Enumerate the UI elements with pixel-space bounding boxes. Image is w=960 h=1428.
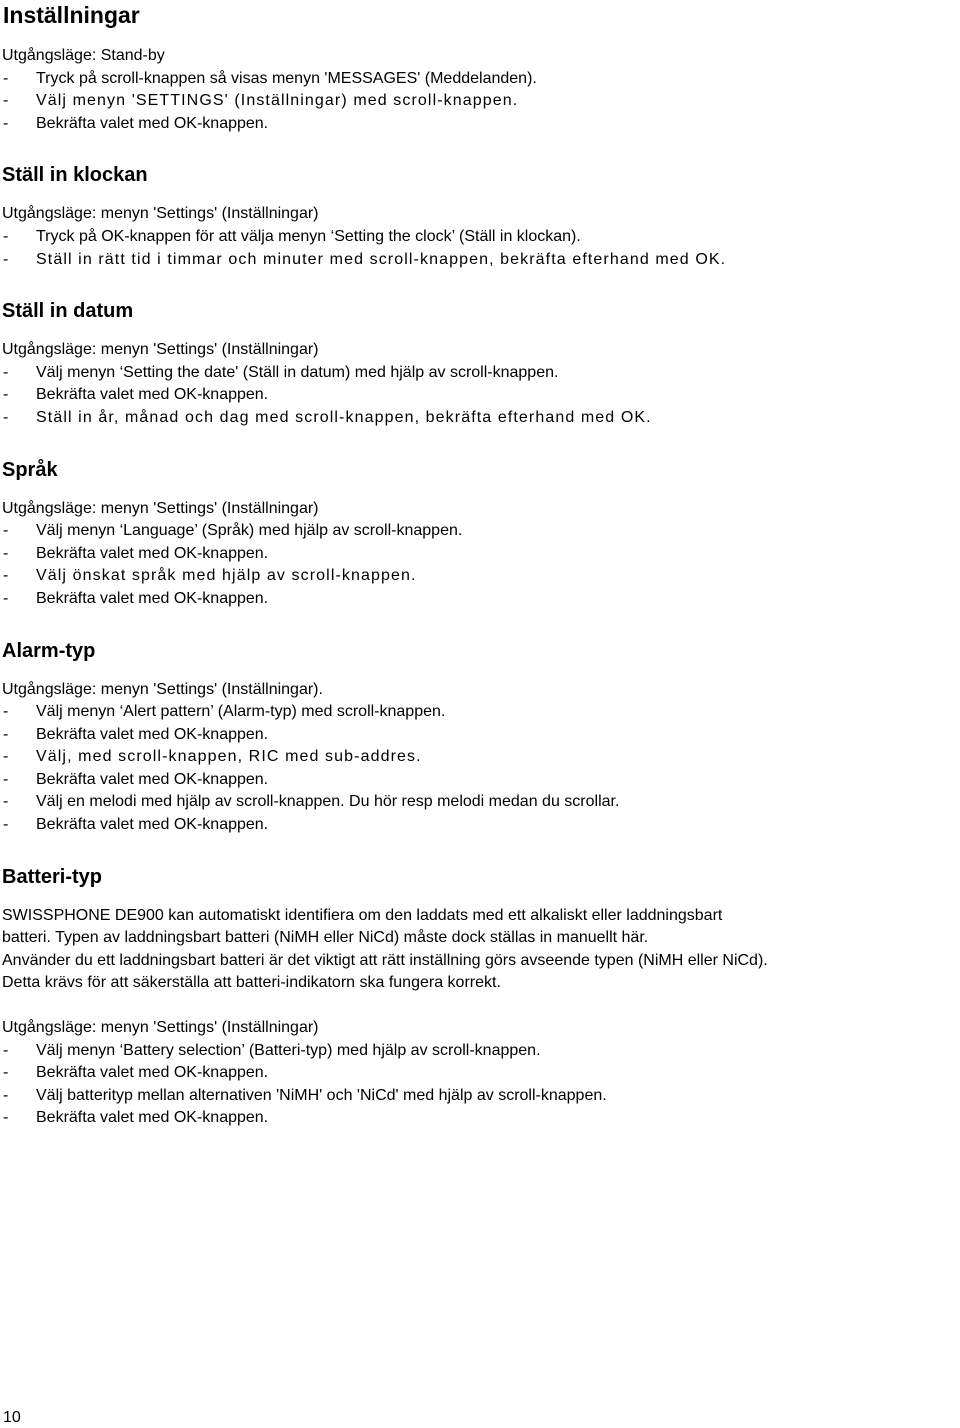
- step-text: Ställ in år, månad och dag med scroll-knappen, bekräfta efterhand med OK.: [36, 408, 652, 426]
- battery-description-line: SWISSPHONE DE900 kan automatiskt identifiera om den laddats med ett alkaliskt eller laddningsbart: [2, 906, 723, 924]
- step-dash: -: [3, 544, 9, 562]
- section-step: [0, 1085, 960, 1108]
- section-step: [0, 362, 960, 385]
- step-text: Välj menyn ‘Battery selection’ (Batteri-typ) med hjälp av scroll-knappen.: [36, 1041, 541, 1059]
- step-dash: -: [3, 69, 9, 87]
- step-dash: -: [3, 522, 9, 540]
- step-dash: -: [3, 114, 9, 132]
- step-text: Bekräfta valet med OK-knappen.: [36, 816, 269, 834]
- section-heading: Ställ in klockan: [2, 164, 148, 187]
- section-step: [0, 588, 960, 611]
- step-dash: -: [3, 725, 9, 743]
- page-title: Inställningar: [3, 2, 140, 28]
- step-dash: -: [3, 250, 10, 268]
- step-dash: -: [3, 816, 9, 834]
- section-heading: Språk: [2, 458, 58, 481]
- step-dash: -: [3, 589, 9, 607]
- step-dash: -: [3, 1064, 9, 1082]
- step-text: Bekräfta valet med OK-knappen.: [36, 386, 269, 404]
- section-language: [0, 457, 960, 611]
- section-step: [0, 701, 960, 724]
- step-dash: -: [3, 770, 9, 788]
- section-start-line: Utgångsläge: menyn 'Settings' (Inställningar): [2, 341, 319, 359]
- step-dash: -: [3, 748, 10, 766]
- step-text: Välj batterityp mellan alternativen 'NiMH' och 'NiCd' med hjälp av scroll-knappen.: [36, 1086, 607, 1104]
- section-step: [0, 543, 960, 566]
- step-text: Bekräfta valet med OK-knappen.: [36, 114, 269, 132]
- section-step: [0, 520, 960, 543]
- step-text: Välj, med scroll-knappen, RIC med sub-addres.: [36, 748, 422, 766]
- step-text: Bekräfta valet med OK-knappen.: [36, 725, 269, 743]
- step-text: Välj menyn ‘Setting the date' (Ställ in datum) med hjälp av scroll-knappen.: [36, 363, 559, 381]
- section-battery: [0, 864, 960, 1130]
- step-text: Välj menyn 'SETTINGS' (Inställningar) med scroll-knappen.: [36, 92, 519, 110]
- step-dash: -: [3, 1041, 9, 1059]
- section-step: [0, 565, 960, 588]
- section-step: [0, 814, 960, 837]
- section-step: [0, 1062, 960, 1085]
- section-start-line: Utgångsläge: menyn 'Settings' (Inställningar): [2, 205, 319, 223]
- step-dash: -: [3, 793, 9, 811]
- section-alarm: [0, 638, 960, 837]
- section-start-line: Utgångsläge: menyn 'Settings' (Inställningar).: [2, 680, 323, 698]
- page-number: 10: [3, 1409, 21, 1426]
- step-text: Bekräfta valet med OK-knappen.: [36, 589, 269, 607]
- step-text: Bekräfta valet med OK-knappen.: [36, 1109, 269, 1127]
- step-dash: -: [3, 227, 9, 245]
- step-dash: -: [3, 386, 9, 404]
- intro-step: [0, 113, 960, 136]
- step-text: Tryck på scroll-knappen så visas menyn 'MESSAGES' (Meddelanden).: [36, 69, 537, 87]
- step-text: Välj önskat språk med hjälp av scroll-knappen.: [36, 567, 417, 585]
- step-dash: -: [3, 363, 9, 381]
- section-step: [0, 1107, 960, 1130]
- section-start-line: Utgångsläge: menyn 'Settings' (Inställningar): [2, 1019, 319, 1037]
- section-step: [0, 249, 960, 272]
- section-step: [0, 791, 960, 814]
- section-step: [0, 724, 960, 747]
- battery-description-line: batteri. Typen av laddningsbart batteri (NiMH eller NiCd) måste dock ställas in manuellt här.: [2, 929, 649, 947]
- section-step: [0, 769, 960, 792]
- section-step: [0, 384, 960, 407]
- step-text: Ställ in rätt tid i timmar och minuter med scroll-knappen, bekräfta efterhand med OK.: [36, 250, 727, 268]
- step-dash: -: [3, 703, 9, 721]
- step-dash: -: [3, 1109, 9, 1127]
- section-date: [0, 298, 960, 429]
- section-start-line: Utgångsläge: menyn 'Settings' (Inställningar): [2, 499, 319, 517]
- section-heading: Ställ in datum: [2, 300, 134, 323]
- step-text: Tryck på OK-knappen för att välja menyn ‘Setting the clock’ (Ställ in klockan).: [36, 227, 581, 245]
- section-heading: Batteri-typ: [2, 865, 103, 888]
- section-step: [0, 1040, 960, 1063]
- intro-block: [0, 45, 960, 135]
- battery-description-line: Detta krävs för att säkerställa att batteri-indikatorn ska fungera korrekt.: [2, 974, 501, 992]
- battery-description-line: Använder du ett laddningsbart batteri är det viktigt att rätt inställning görs avseende typen (NiMH eller NiCd).: [2, 951, 768, 969]
- step-text: Välj en melodi med hjälp av scroll-knappen. Du hör resp melodi medan du scrollar.: [36, 793, 620, 811]
- step-text: Välj menyn ‘Alert pattern’ (Alarm-typ) med scroll-knappen.: [36, 703, 446, 721]
- section-step: [0, 407, 960, 430]
- intro-step: [0, 68, 960, 91]
- section-heading: Alarm-typ: [2, 639, 96, 662]
- section-step: [0, 226, 960, 249]
- paragraph-gap: [0, 995, 960, 1017]
- step-dash: -: [3, 567, 10, 585]
- step-dash: -: [3, 408, 10, 426]
- step-dash: -: [3, 92, 10, 110]
- step-text: Bekräfta valet med OK-knappen.: [36, 544, 269, 562]
- step-text: Bekräfta valet med OK-knappen.: [36, 1064, 269, 1082]
- section-step: [0, 746, 960, 769]
- step-text: Välj menyn ‘Language’ (Språk) med hjälp av scroll-knappen.: [36, 522, 463, 540]
- section-clock: [0, 162, 960, 271]
- step-text: Bekräfta valet med OK-knappen.: [36, 770, 269, 788]
- step-dash: -: [3, 1086, 9, 1104]
- intro-step: [0, 90, 960, 113]
- intro-start-line: Utgångsläge: Stand-by: [2, 47, 165, 64]
